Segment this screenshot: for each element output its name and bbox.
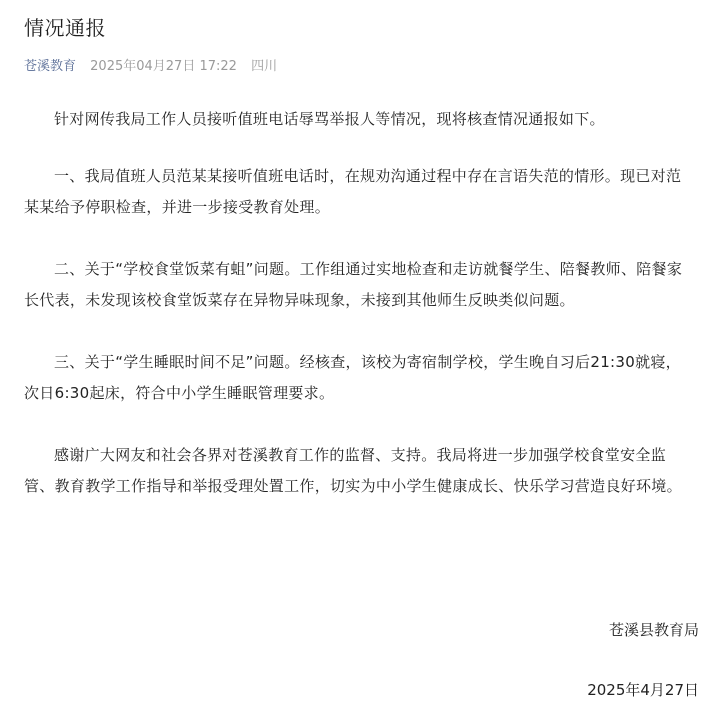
article-meta bbox=[24, 58, 693, 76]
paragraph-item-2: 二、关于“学校食堂饭菜有蛆”问题。工作组通过实地检查和走访就餐学生、陪餐教师、陪餐家长代表，未发现该校食堂饭菜存在异物异味现象，未接到其他师生反映类似问题。 bbox=[24, 260, 683, 309]
paragraph-item-3: 三、关于“学生睡眠时间不足”问题。经核查，该校为寄宿制学校，学生晚自习后21:30就寝，次日6:30起床，符合中小学生睡眠管理要求。 bbox=[24, 353, 681, 402]
signature-organization: 苍溪县教育局 bbox=[608, 621, 699, 639]
article-body bbox=[24, 104, 693, 502]
account-name-link[interactable]: 苍溪教育 bbox=[24, 59, 77, 74]
publish-location: 四川 bbox=[251, 59, 278, 74]
publish-datetime: 2025年04月27日 17:22 bbox=[90, 59, 237, 74]
paragraph-closing: 感谢广大网友和社会各界对苍溪教育工作的监督、支持。我局将进一步加强学校食堂安全监管、教育教学工作指导和举报受理处置工作，切实为中小学生健康成长、快乐学习营造良好环境。 bbox=[24, 446, 682, 495]
paragraph-item-1: 一、我局值班人员范某某接听值班电话时，在规劝沟通过程中存在言语失范的情形。现已对范某某给予停职检查，并进一步接受教育处理。 bbox=[24, 167, 682, 216]
signature-date: 2025年4月27日 bbox=[587, 681, 699, 699]
article-title: 情况通报 bbox=[24, 16, 106, 40]
paragraph-intro: 针对网传我局工作人员接听值班电话辱骂举报人等情况，现将核查情况通报如下。 bbox=[54, 110, 605, 128]
